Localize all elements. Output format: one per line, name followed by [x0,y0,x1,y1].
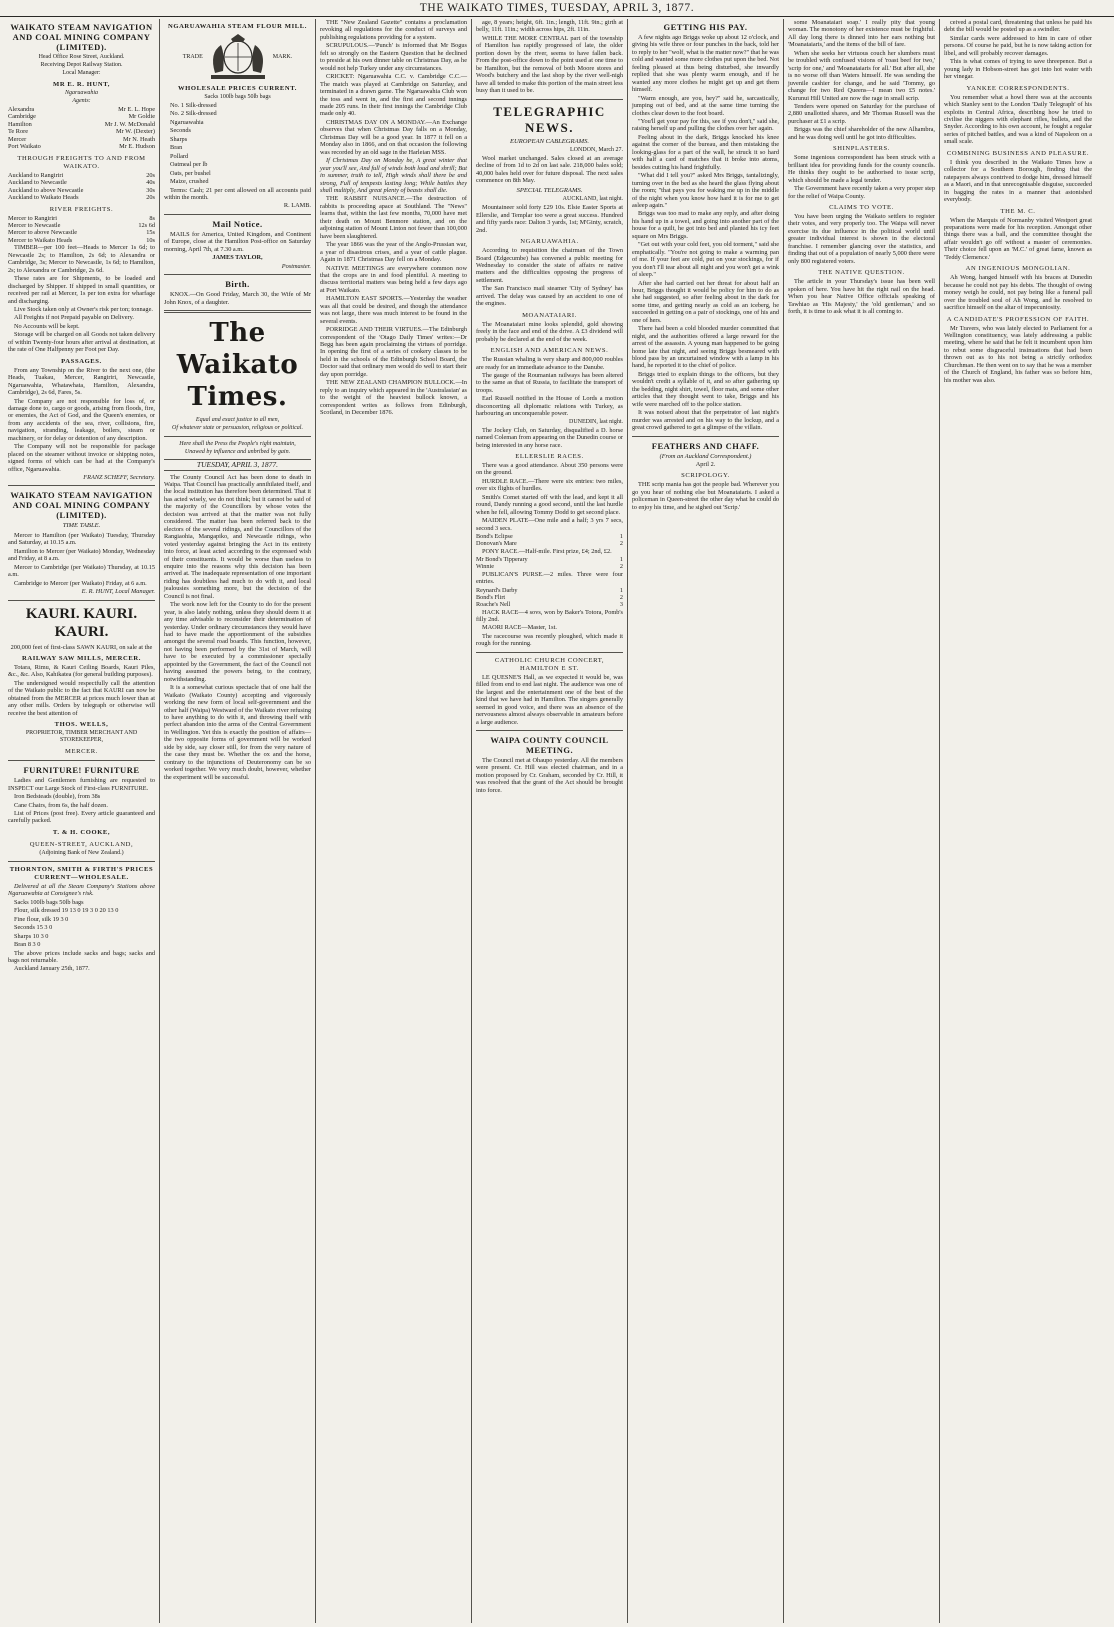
agent-row: Alexandra Mr E. L. Hope [8,106,155,113]
from-line: (From an Auckland Correspondent.) [659,452,752,460]
story-paragraph: Tenders were opened on Saturday for the purchase of 2,880 unallotted shares, and Mr Thomas Russell was the purchaser at £1 a scrip. [788,102,935,125]
thornton-row: Sharps 10 3 0 [14,932,49,940]
trade-label: TRADE [182,53,203,60]
notice-paragraph: Storage will be charged on all Goods not taken delivery of within Twenty-four hours after arrival at destination, at the rate of One Halfpenny per Foot per Day. [8,331,155,354]
notice-paragraph: No Accounts will be kept. [14,322,80,330]
thornton-row: Fine flour, silk 19 3 0 [14,915,69,923]
timber-text: TIMBER—per 100 feet—Heads to Mercer 1s 6d; to Newcastle 2s; to Hamilton, 2s 6d; to Alexandra or Cambridge, 3s; Mercer to Newcastle, 1s 6d; to Hamilton, 2s; to Alexandra or Cambridge, 2s 6d. [8,244,155,274]
agents-list [8,106,155,151]
freight-row: Auckland to Newcastle 40s [8,179,155,187]
news-paragraph: Mountaineer sold forty £29 10s. Elsie Easter Sports at Ellerslie, and Templar too were a great success. Hundred and fifty yards race: Dalton 3 yards, 1st; M'Ginty, scratch, 2nd. [476,204,623,234]
waipa-head: WAIPA COUNTY COUNCIL MEETING. [490,734,609,755]
timetable-row: Hamilton to Mercer (per Waikato) Monday, Wednesday and Friday, at 8 a.m. [8,547,155,563]
agent-row: Cambridge Mr Goldie [8,113,155,121]
story-head: GETTING HIS PAY. [663,22,748,32]
river-row: Mercer to Newcastle 12s 6d [8,221,155,229]
editorial-paragraph: The County Council Act has been done to death in Waipa. That Council has practically annihilated itself, and the local institution has therefore been determined. That it has acted wisely, we do not think; but it cannot be said of the majority of the Councillors by whose votes the decision was arrived at that the matter was not fully considered. The matter has been referred back to the electors of the several ridings, and the Councillors of the Rangiaohia, Mangapiko, and Newcastle ridings, who voted yesterday against bringing the Act in its entirety into force, at least acted according to the expressed wish of their constituents. It would be worse than useless to enquire into the reasons why this decision has been arrived at. The inadequate representation of one important riding has doubtless had much to do with it, and local jealousies something more, but the decision of the Council is not final. [164,473,311,600]
story-paragraph: THE scrip mania has got the people bad. Wherever you go you hear of nothing else but Moanataiaris. I asked a policeman in Queen-street the other day what he could do to enjoy his time, and he sighed out 'Scrip.' [632,481,779,511]
news-paragraph: PUBLICAN'S PURSE.—2 miles. Three were four entries. [476,570,623,586]
story-paragraph: "Warm enough, are you, hey?" said he, sarcastically, jumping out of bed, and at the same time turning the clothes clear down to the foot board. [632,94,779,117]
story-paragraph: Feeling about in the dark, Briggs knocked his knee against the corner of the bureau, and then mistaking the looking-glass for a part of the wall, he struck it so hard with half a card of matches that it broke into atoms, besides cutting his hand frightfully. [632,133,779,171]
story-paragraph: The article in your Thursday's issue has been well spoken of here. You have hit the right nail on the head. When you hear Native Office officials speaking of Tawhiao as 'His Majesty,' the 'old gentleman,' and so forth, it is time to ask what it is all coming to. [788,278,935,315]
divider [164,274,311,275]
price-item: Ngaruawahia [170,118,204,126]
shinplasters-head: SHINPLASTERS. [832,145,891,153]
english-head: ENGLISH AND AMERICAN NEWS. [490,347,609,355]
manager-name: MR E. R. HUNT, [53,81,110,88]
mc-head: THE M. C. [1000,207,1036,215]
divider [476,652,623,653]
terms-text: Terms: Cash; 21 per cent allowed on all accounts paid within the month. [164,186,311,201]
furniture-line: Iron Bedsteads (double), from 38s [14,793,101,801]
divider [164,214,311,215]
story-paragraph: When the Marquis of Normanby visited Westport great preparations were made for his reception. Amongst other things there was a ball, and the committee thought the affair wouldn't go off without a master of ceremonies. Their choice fell upon an 'M.C.' of great fame, known as 'Teddy Clemence.' [944,216,1092,261]
story-paragraph: It was noised about that the perpetrator of last night's murder was arrested and on his way to the lockup, and a great crowd gathered to get a glimpse of the villain. [632,409,779,432]
signature: FRANZ SCHEFF, Secretary. [83,474,155,482]
story-paragraph: Similar cards were addressed to him in care of other persons. Of course he paid, but he is now taking action for libel, and will probably recover damages. [944,34,1092,57]
furniture-line: List of Prices (post free). Every article guaranteed and carefully packed. [8,810,155,825]
news-paragraph: The year 1866 was the year of the Anglo-Prussian war, a year of disastrous crises, and a year of cattle plague. Again in 1871 Christmas Day fell on a Monday. [320,241,467,264]
lamb-signature: R. LAMB. [283,202,311,210]
story-paragraph: There had been a cold blooded murder committed that night, and the authorities offered a large reward for the arrest of the assassin. A young man happened to be going home late that night, and seeing Briggs besmeared with blood pass by an uncurtained window with a lamp in his hand, he reported it to the chief of police. [632,325,779,370]
news-paragraph: THE RABBIT NUISANCE.—The destruction of rabbits is proceeding apace at Southland. The "News" learns that, within the last few months, 70,000 have met their death on Mount Benmore station, and on the adjoining station of Mount Linton not fewer than 100,000 have been slaughtered. [320,195,467,240]
concert-head: CATHOLIC CHURCH CONCERT, HAMILTON E ST. [494,656,605,672]
freight-row: Auckland to Rangiriri 20s [8,171,155,179]
price-item: Bran [170,144,183,152]
birth-text: KNOX.—On Good Friday, March 30, the Wife of Mr John Knox, of a daughter. [164,291,311,306]
river-head: RIVER FREIGHTS. [49,205,114,213]
thornton-row: Sacks 100lb bags 50lb bags [14,898,84,906]
news-paragraph: NATIVE MEETINGS are everywhere common now that the crops are in and food plentiful. A meeting to discuss territorial matters was being held a few days ago at Port Waikato. [320,264,467,294]
news-paragraph: PONY RACE.—Half-mile. First prize, £4; 2nd, £2. [482,547,612,555]
thornton-row: Bran 8 3 0 [14,941,41,949]
story-paragraph: I think you described in the Waikato Times how a collector for a Southern Borough, finding that the ratepayers always contrived to dodge him, dressed himself as a Maori, and in that unrecognisable disguise, succeeded in bagging the rates in a manner that astonished everybody. [944,158,1092,204]
story-paragraph: When she seeks her virtuous couch her slumbers must be troubled with confused visions of 'roast beef for two,' 'scrip for one,' and 'Moanataiaris for all.' But after all, she is no worse off than Waters himself. He was sending the juvenile cashier for change, and he said 'Tommy, go change for two Red Queens—I mean two £5 notes.' Kurunui Hill United are now the rage in small scrip. [788,49,935,102]
divider [476,99,623,100]
feathers-head: FEATHERS AND CHAFF. [651,440,760,451]
thornton-head: THORNTON, SMITH & FIRTH'S PRICES CURRENT—WHOLESALE. [9,865,154,881]
mongolian-head: AN INGENIOUS MONGOLIAN. [965,265,1071,273]
story-paragraph: some Moanataiari soap.' I really pity that young woman. The monotony of her existence must be frightful. All day long there is dinned into her ears nothing but 'Moanataiaris,' and the items of the bill of fare. [788,19,935,49]
company-title-2: WAIKATO STEAM NAVIGATION AND COAL MINING COMPANY (LIMITED). [10,490,153,521]
story-paragraph: Briggs was too mad to make any reply, and after doing his hand up in a towel, and going into another part of the house for a quilt, he got into bed and planted his icy feet square on Mrs Briggs. [632,210,779,240]
race-result: Winnie 2 [476,563,623,571]
race-result: Reynard's Darby 1 [476,586,623,594]
thornton-date: Auckland January 25th, 1877. [14,965,90,973]
story-paragraph: "You'll get your pay for this, see if you don't," said she, raising herself up and pulling the clothes over her again. [632,117,779,133]
news-paragraph: There was a good attendance. About 350 persons were on the ground. [476,462,623,477]
price-item: Pollard [170,152,189,160]
divider [164,310,311,313]
notice-paragraph: The Company are not responsible for loss of, or damage done to, cargo or goods, arising from floods, fire, or enemies, the Act of God, and the Queen's enemies, or from any accidents of the sea, river, collisions, fire, navigation, stranding, leakage, boilers, steam or machinery, or for delay or detention of any description. [8,397,155,442]
signature: E. R. HUNT, Local Manager. [81,588,155,596]
newspaper-title: The Waikato Times. [176,318,299,413]
column-5 [628,19,784,1623]
column-4 [472,19,628,1623]
story-paragraph: Briggs was the chief shareholder of the new Alhambra, and he was doing well until he got into difficulties. [788,126,935,141]
wells-role: PROPRIETOR, TIMBER MERCHANT AND STOREKEEPER, [25,730,138,744]
passages-head: PASSAGES. [61,357,102,365]
birth-head: Birth. [225,279,250,290]
ellerslie-head: ELLERSLIE RACES. [515,453,584,461]
price-item: No. 1 Silk-dressed [170,102,217,109]
column-7 [940,19,1096,1623]
dateline: TUESDAY, APRIL 3, 1877. [164,459,311,470]
news-paragraph: MAORI RACE—Master, 1st. [482,624,557,632]
poem: If Christmas Day on Monday be, A great winter that year you'll see, And full of winds both loud and shrill; But in summer, truth to tell, High winds shall there be and strong, Full of tempests lasting long; While battles they shall multiply, And great plenty of beasts shall die. [320,157,467,194]
race-result: Bond's Flirt 2 [476,593,623,601]
wholesale-head: WHOLESALE PRICES CURRENT. [177,85,298,92]
news-paragraph: age, 8 years; height, 6ft. 1in.; length, 11ft. 9in.; girth at belly, 11ft. 11in.; width across hips, 2ft. 11in. [476,19,623,34]
race-result: Mr Bond's Tipperary 1 [476,556,623,564]
motto-line: Unawed by influence and unbribed by gain. [184,449,291,456]
price-item: Seconds [170,127,191,135]
price-item: Maize, crushed [170,178,209,186]
news-paragraph: CHRISTMAS DAY ON A MONDAY.—An Exchange observes that when Christmas Day falls on a Monday, Christmas Day will be a good year. In 1877 it fell on a Monday also in 1866, and on that occasion the following was recorded by an old sage in the Harleian MSS. [320,118,467,156]
price-item: No. 2 Silk-dressed [170,110,217,118]
news-paragraph: Wool market unchanged. Sales closed at an average decline of from 1d to 2d on last sale. 218,000 bales sold; 40,000 bales held over for future disposal. The next sales commence on 8th May. [476,154,623,185]
company-title: WAIKATO STEAM NAVIGATION AND COAL MINING COMPANY (LIMITED). [10,22,153,52]
taylor-signature: JAMES TAYLOR, [212,254,263,262]
divider [164,436,311,437]
mail-head: Mail Notice. [212,218,263,229]
kauri-mill: RAILWAY SAW MILLS, MERCER. [22,655,141,663]
news-paragraph: SCRUPULOUS.—'Punch' is informed that Mr Bogus felt so strongly on the Eastern Question that he declined to preside at his own dinner table on Christmas Day, as he would not help Turkey under any circumstances. [320,42,467,72]
thornton-foot: The above prices include sacks and bags; sacks and bags not returnable. [8,949,155,964]
agent-row: Mercer Mr N. Heath [8,135,155,143]
cooke-address-2: (Adjoining Bank of New Zealand.) [39,849,124,856]
freights-head: THROUGH FREIGHTS TO AND FROM WAIKATO. [17,154,146,170]
motto-line: Here shall the Press the People's right maintain, [179,441,296,448]
divider [8,485,155,486]
timetable-row: Mercer to Hamilton (per Waikato) Tuesday, Thursday and Saturday, at 10.15 a.m. [8,531,155,547]
price-item: Oats, per bushel [170,169,211,177]
thornton-row: Flour, silk dressed 19 13 0 19 3 0 20 13 0 [14,907,119,915]
story-paragraph: A few nights ago Briggs woke up about 12 o'clock, and giving his wife three or four punches in the back, told her to reply to her "wolf, what is the matter now?" that he was cold and wanted some more clothes put upon the bed. Not feeling pleased at thus being disturbed, she inwardly replied that she was plenty warm enough, and if he wanted any more clothes he might get up and get them himself. [632,34,779,94]
column-6 [784,19,940,1623]
news-paragraph: The gauge of the Roumanian railways has been altered to the same as that of Russia, to facilitate the transport of troops. [476,371,623,394]
agent-row: Te Rore Mr W. (Dexter) [8,128,155,136]
sacks-line: Sacks 100lb bags 50lb bags [204,94,271,100]
river-row: Mercer to above Newcastle 15s [8,229,155,237]
story-paragraph: You have been urging the Waikato settlers to register their votes, and very properly too. The Waipa will never exercise its due influence in the political world until greater individual interest is shown in the electoral franchise. I remember glancing over the statistics, and finding that out of a population of nearly 5,000 there were only 800 registered voters. [788,212,935,265]
news-paragraph: Smith's Comet started off with the lead, and kept it all round, Dandy running a good second, until the last hurdle when he fell, allowing Tommy Dodd to get second place. [476,493,623,516]
notice-paragraph: The Company will not be responsible for package placed on the steamer without invoice or shipping notes, signed forms of which can be had at the Company's office, Ngaruawahia. [8,443,155,473]
news-paragraph: According to requisition the chairman of the Town Board (Edgecumbe) has convened a public meeting for Wednesday to consider the state of affairs re native matters and the difficulties opposing the progress of settlement. [476,247,623,284]
dunedin-dateline: DUNEDIN, last night. [569,418,623,425]
story-paragraph: "What did I tell you?" asked Mrs Briggs, tantalizingly, turning over in the bed as she heard the glass flying about the room; "that pays you for waking me up in the middle of the night when you know how hard it is for me to get asleep again." [632,172,779,209]
price-item: Sharps [170,135,188,143]
cooke-address: QUEEN-STREET, AUCKLAND, [29,840,134,848]
postmaster-label: Postmaster. [281,262,311,270]
corr-head: YANKEE CORRESPONDENTS. [966,84,1070,92]
editorial-paragraph: The work now left for the County to do for the present year, is also lately nothing, unless they should deem it at any time advisable to reconsider their determination of yesterday. Under ordinary circumstances they would have had to have made the apportionment of the subsidies amongst the several road boards. This function, however, not having been performed by the 31st of March, will have to be executed by a commissioner specially appointed by the Government, the fact of the Council not having assumed the powers being, to the contrary, notwithstanding. [164,601,311,683]
thornton-row: Seconds 15 3 0 [14,924,53,932]
news-paragraph: The San Francisco mail steamer 'City of Sydney' has arrived. The delay was caused by an accident to one of the engines. [476,285,623,308]
column-1 [4,19,160,1623]
river-row: Mercer to Waikato Heads 10s [8,236,155,244]
from-date: April 2. [695,461,716,469]
motto-line: Of whatever state or persuasion, religious or political. [172,425,303,432]
agent-row: Hamilton Mr J. W. McDonald [8,120,155,128]
kauri-sub: 200,000 feet of first-class SAWN KAURI, on sale at the [10,643,153,651]
story-paragraph: ceived a postal card, threatening that unless he paid his debt the bill would be posted up as a swindler. [944,19,1092,34]
furniture-line: Cane Chairs, from 6s, the half dozen. [14,801,108,809]
scrip-head: SCRIPOLOGY. [681,472,730,480]
moanataiari-head: MOANATAIARI. [522,311,577,319]
story-paragraph: Ah Wong, hanged himself with his braces at Dunedin because he could not pay his debts. The thought of owing money weigh he could, not pay being like a funeral pall over the troubled soul of Ah Wong, and he resolved to sacrifice himself on the altar of impecuniosity. [944,274,1092,312]
company-receiving: Receiving Depot Railway Station. [40,62,123,68]
news-paragraph: MAIDEN PLATE—One mile and a half; 3 yrs 7 secs, second 3 secs. [476,517,623,532]
european-head: EUROPEAN CABLEGRAMS. [509,137,590,145]
masthead: THE WAIKATO TIMES, TUESDAY, APRIL 3, 1877. [0,0,1114,17]
divider [476,730,623,731]
column-3 [316,19,472,1623]
editorial-paragraph: It is a somewhat curious spectacle that of one half the Waikato (Waikato County) accepting and vigorously working the new form of local self-government and the other half (Waipa) Westward of the Waikato river refusing to have anything to do with it, and throwing itself with perfect abandon into the arms of the Central Government in Wellington. Yet this is exactly the position of affairs—the two opposite forms of government will be worked side by side, say closer still, for from the very nature of the case they must be. Whether the ox and the horse, contrary to the injunctions of Deuteronomy can be so worked together. We very much doubt, however, whether the experiment will be successful. [164,684,311,781]
news-paragraph: PORRIDGE AND THEIR VIRTUES.—The Edinburgh correspondent of the 'Otago Daily Times' writes:—Dr Begg has been again proclaiming the virtues of porridge. In opening the first of a series of cookery classes to be held in the schools of the Edinburgh School Board, the Doctor said that ordinary men would do well to start their day upon porridge. [320,326,467,378]
column-2 [160,19,316,1623]
timetable-row: Mercer to Cambridge (per Waikato) Thursday, at 10.15 a.m. [8,563,155,579]
race-result: Bond's Eclipse 1 [476,533,623,541]
native-head: THE NATIVE QUESTION. [818,269,905,277]
wells-place: MERCER. [65,748,98,756]
combining-head: COMBINING BUSINESS AND PLEASURE. [946,149,1090,157]
river-row: Mercer to Rangiriri 8s [8,214,155,222]
news-paragraph: The racecourse was recently ploughed, which made it rough for the running. [476,632,623,648]
furniture-text: Ladies and Gentlemen furnishing are requested to INSPECT our Large Stock of First-class FURNITURE. [8,777,155,792]
story-paragraph: You remember what a howl there was at the accounts which Stanley sent to the London 'Daily Telegraph' of his exploits in Central Africa, describing how he tried to civilise the niggers with elephant rifles, bullets, and the Snyder. According to his own account, he fought a regular series of pitched battles, and was a kind of Napoleon on a small scale. [944,93,1092,146]
divider [8,760,155,761]
auckland-dateline: AUCKLAND, last night. [562,196,623,203]
news-paragraph: CRICKET: Ngaruawahia C.C. v. Cambridge C.C.—The match was played at Cambridge on Saturday, and terminated in a drawn game. The Ngaruawahia Club won the toss and went in, and the first and second innings made 205 runs. In their first innings the Cambridge Club made only 40. [320,73,467,118]
notice-paragraph: All Freights if not Prepaid payable on Delivery. [14,314,134,322]
news-paragraph: HACK RACE—4 sovs, won by Baker's Totora, Pomb's filly 2nd. [476,608,623,623]
royal-arms-icon [203,33,273,81]
story-paragraph: "Get out with your cold feet, you old torment," said she emphatically. "You're not going to make a warming pan of me. If your feet are cold, put on your stockings, for if you don't I'll tear about all night and you won't get a wink of sleep." [632,241,779,279]
agents-label: Agents: [72,98,91,104]
timetable-head: TIME TABLE. [62,522,101,530]
telegraphic-title: TELEGRAPHIC NEWS. [493,103,606,135]
news-paragraph: The Russian whaling is very sharp and 800,000 roubles are ready for an immediate advance to the Danube. [476,356,623,371]
timetable-row: Cambridge to Mercer (per Waikato) Friday, at 6 a.m. [14,579,147,587]
company-office: Head Office Rose Street, Auckland. [38,54,125,60]
divider [8,600,155,601]
race-result: Donovan's Mare 2 [476,540,623,548]
news-paragraph: Earl Russell notified in the House of Lords a motion disconcerting all diplomatic relations with Turkey, as harbouring an unconquerable power. [476,395,623,418]
london-dateline: LONDON, March 27. [570,146,623,153]
ngaruawahia-head: NGARUAWAHIA. [520,238,579,246]
news-paragraph: THE "New Zealand Gazette" contains a proclamation revoking all regulations for the conduct of surveys and publishing regulations providing for a system. [320,19,467,41]
kauri-head: KAURI. KAURI. KAURI. [25,605,138,640]
kauri-text: Totara, Rimu, & Kauri Ceiling Boards, Kauri Piles, &c., &c. Also, Kahikatea (for general building purposes). [8,664,155,679]
story-paragraph: Some ingenious correspondent has been struck with a brilliant idea for providing funds for the county councils. He thinks they ought to be authorised to issue scrip, which should be made a legal tender. [788,154,935,184]
river-list [8,215,155,245]
news-paragraph: The Jockey Club, on Saturday, disqualified a D. horse named Coleman from appearing on the Dunedin course or being interested in any horse race. [476,426,623,449]
freight-row: Auckland to Waikato Heads 20s [8,194,155,202]
local-manager-label: Local Manager: [62,70,101,76]
news-paragraph: THE NEW ZEALAND CHAMPION BULLOCK.—In reply to an inquiry which appeared in the 'Australasian' as to the weight of the heaviest bullock known, a correspondent writes as follows from Edinburgh, Scotland, in December 1876. [320,379,467,417]
mail-text: MAILS for America, United Kingdom, and Continent of Europe, close at the Hamilton Post-office on Saturday morning, April 7th, at 7.30 a.m. [164,230,311,253]
newspaper-page [4,19,1110,1623]
divider [632,436,779,437]
cooke-name: T. & H. COOKE, [52,828,111,836]
trade-mark-crest [164,33,311,81]
news-paragraph: LE QUESNE'S Hall, as we expected it would be, was filled from end to end last night. The audience was one of the largest and the entertainment one of the best of the kind that we have had in Hamilton. The singers generally seemed in good voice, and there was an absence of the nervousness almost always observable in amateurs before a large audience. [476,673,623,726]
mill-head: NGARUAWAHIA STEAM FLOUR MILL. [167,23,308,30]
news-paragraph: WHILE THE MORE CENTRAL part of the township of Hamilton has rapidly progressed of late, the older portion down by the river, seems to have fallen back. From the post-office down to the point used at one time to be Hamilton, but the removal of both Moore stores and Wood's butchery and the last shop by the river well-nigh have all tended to make this portion of the main street less busy than it used to be. [476,34,623,95]
mark-label: MARK. [272,53,293,60]
news-paragraph: The Moanataiari mine looks splendid, gold showing freely in the face and end of the drive. A £3 dividend will probably be declared at the end of the week. [476,320,623,343]
story-paragraph: This is what comes of trying to save threepence. But a young lady in Hobson-street has got into hot water with her vinegar. [944,58,1092,81]
divider [8,861,155,862]
story-paragraph: After she had carried out her threat for about half an hour, Briggs thought it would be policy for him to do as she had suggested, so after feeling about in the dark for some time, and getting nearly as cold as an iceberg, he succeeded in getting on a pair of stockings, one of his and one of hers. [632,279,779,324]
motto-line: Equal and exact justice to all men, [195,417,280,424]
notice-paragraph: These rates are for Shipments, to be loaded and discharged by Shipper. If shipped in small quantities, or received per rail at Mercer, 1s per ton extra for wharfage and discharging. [8,275,155,305]
price-item: Oatmeal per lb [170,161,208,169]
wells-name: THOS. WELLS, [54,721,109,729]
claims-head: CLAIMS TO VOTE. [829,203,894,211]
news-paragraph: The Council met at Ohaupo yesterday. All the members were present. Cr. Hill was elected chairman, and in a motion proposed by Cr. Graham, seconded by Cr. Hill, it was resolved that the grant of the Act should be brought into force. [476,756,623,794]
news-paragraph: HURDLE RACE.—There were six entries: two miles, over six flights of hurdles. [476,477,623,493]
story-paragraph: Mr Travers, who was lately elected to Parliament for a Wellington constituency, was lately addressing a public meeting, where he said that he felt it incumbent upon him to rebut some disgraceful insinuations that had been thrown out as to his not being a strictly orthodox Churchman. He then went on to say that he was a member of the Church of England, his father was so before him, his mother was also. [944,324,1092,384]
furniture-head: FURNITURE! FURNITURE [23,765,140,776]
freights-list [8,172,155,202]
manager-place: Ngaruawahia [64,90,98,96]
special-head: SPECIAL TELEGRAMS. [516,186,583,194]
candidate-head: A CANDIDATE'S PROFESSION OF FAITH. [946,315,1090,323]
story-paragraph: The Government have recently taken a very proper step for the relief of Waipa County. [788,185,935,200]
freight-row: Auckland to above Newcastle 30s [8,186,155,194]
kauri-text: The undersigned would respectfully call the attention of the Waikato public to the fact that KAURI can now be obtained from the MERCER at prices much lower than at any other mills. Orders by telegraph or otherwise will receive the best attention of [8,679,155,717]
story-paragraph: Briggs tried to explain things to the officers, but they wouldn't credit a syllable of it, and so after gathering up the bedding, night shirt, towel, floor mats, and some other articles that they thought went to take, Briggs and his wife were marched off to the police station. [632,370,779,408]
race-result: Roache's Nell 3 [476,601,623,609]
news-paragraph: HAMILTON EAST SPORTS.—Yesterday the weather was all that could be desired, and though the attendance was not large, there was much interest to be found in the several events. [320,295,467,325]
agent-row: Port Waikato Mr E. Hudson [8,143,155,151]
notice-paragraph: From any Township on the River to the next one, (the Heads, Tuakau, Mercer, Rangiriri, Newcastle, Ngaruawahia, Whatawhata, Hamilton, Alexandra, Cambridge), 2s 6d, Fares, 5s. [8,366,155,397]
thornton-text: Delivered at all the Steam Company's Stations above Ngaruawahia at Consignee's risk. [8,882,155,898]
notice-paragraph: Live Stock taken only at Owner's risk per ton; tonnage. [14,305,153,313]
